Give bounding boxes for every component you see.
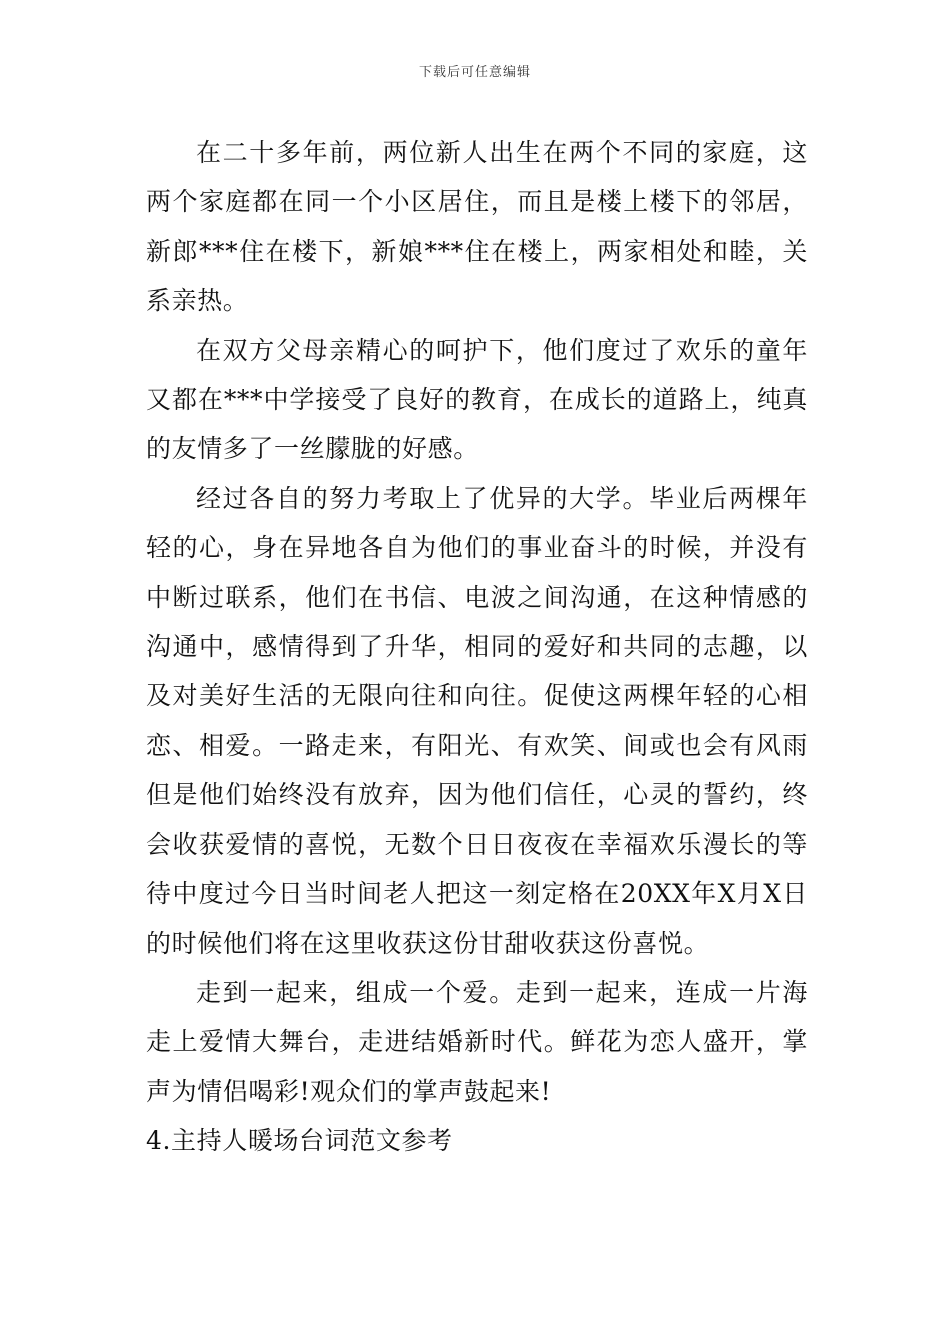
section-heading: 4.主持人暖场台词范文参考 — [146, 1126, 453, 1156]
paragraph-4: 走到一起来，组成一个爱。走到一起来，连成一片海走上爱情大舞台，走进结婚新时代。鲜花为恋人盛开，掌声为情侣喝彩!观众们的掌声鼓起来! — [146, 977, 808, 1106]
paragraph-3: 经过各自的努力考取上了优异的大学。毕业后两棵年轻的心，身在异地各自为他们的事业奋斗的时候，并没有中断过联系，他们在书信、电波之间沟通，在这种情感的沟通中，感情得到了升华，相同的爱好和共同的志趣，以及对美好生活的无限向往和向往。促使这两棵年轻的心相恋、相爱。一路走来，有阳光、有欢笑、间或也会有风雨但是他们始终没有放弃，因为他们信任，心灵的誓约，终会收获爱情的喜悦，无数个日日夜夜在幸福欢乐漫长的等待中度过今日当时间老人把这一刻定格在20XX年X月X日的时候他们将在这里收获这份甘甜收获这份喜悦。 — [146, 483, 808, 958]
paragraph-2: 在双方父母亲精心的呵护下，他们度过了欢乐的童年又都在***中学接受了良好的教育，在成长的道路上，纯真的友情多了一丝朦胧的好感。 — [146, 335, 808, 464]
paragraph-1: 在二十多年前，两位新人出生在两个不同的家庭，这两个家庭都在同一个小区居住，而且是楼上楼下的邻居，新郎***住在楼下，新娘***住在楼上，两家相处和睦，关系亲热。 — [146, 138, 808, 316]
page-header: 下载后可任意编辑 — [418, 65, 531, 80]
document-body — [146, 128, 808, 1166]
